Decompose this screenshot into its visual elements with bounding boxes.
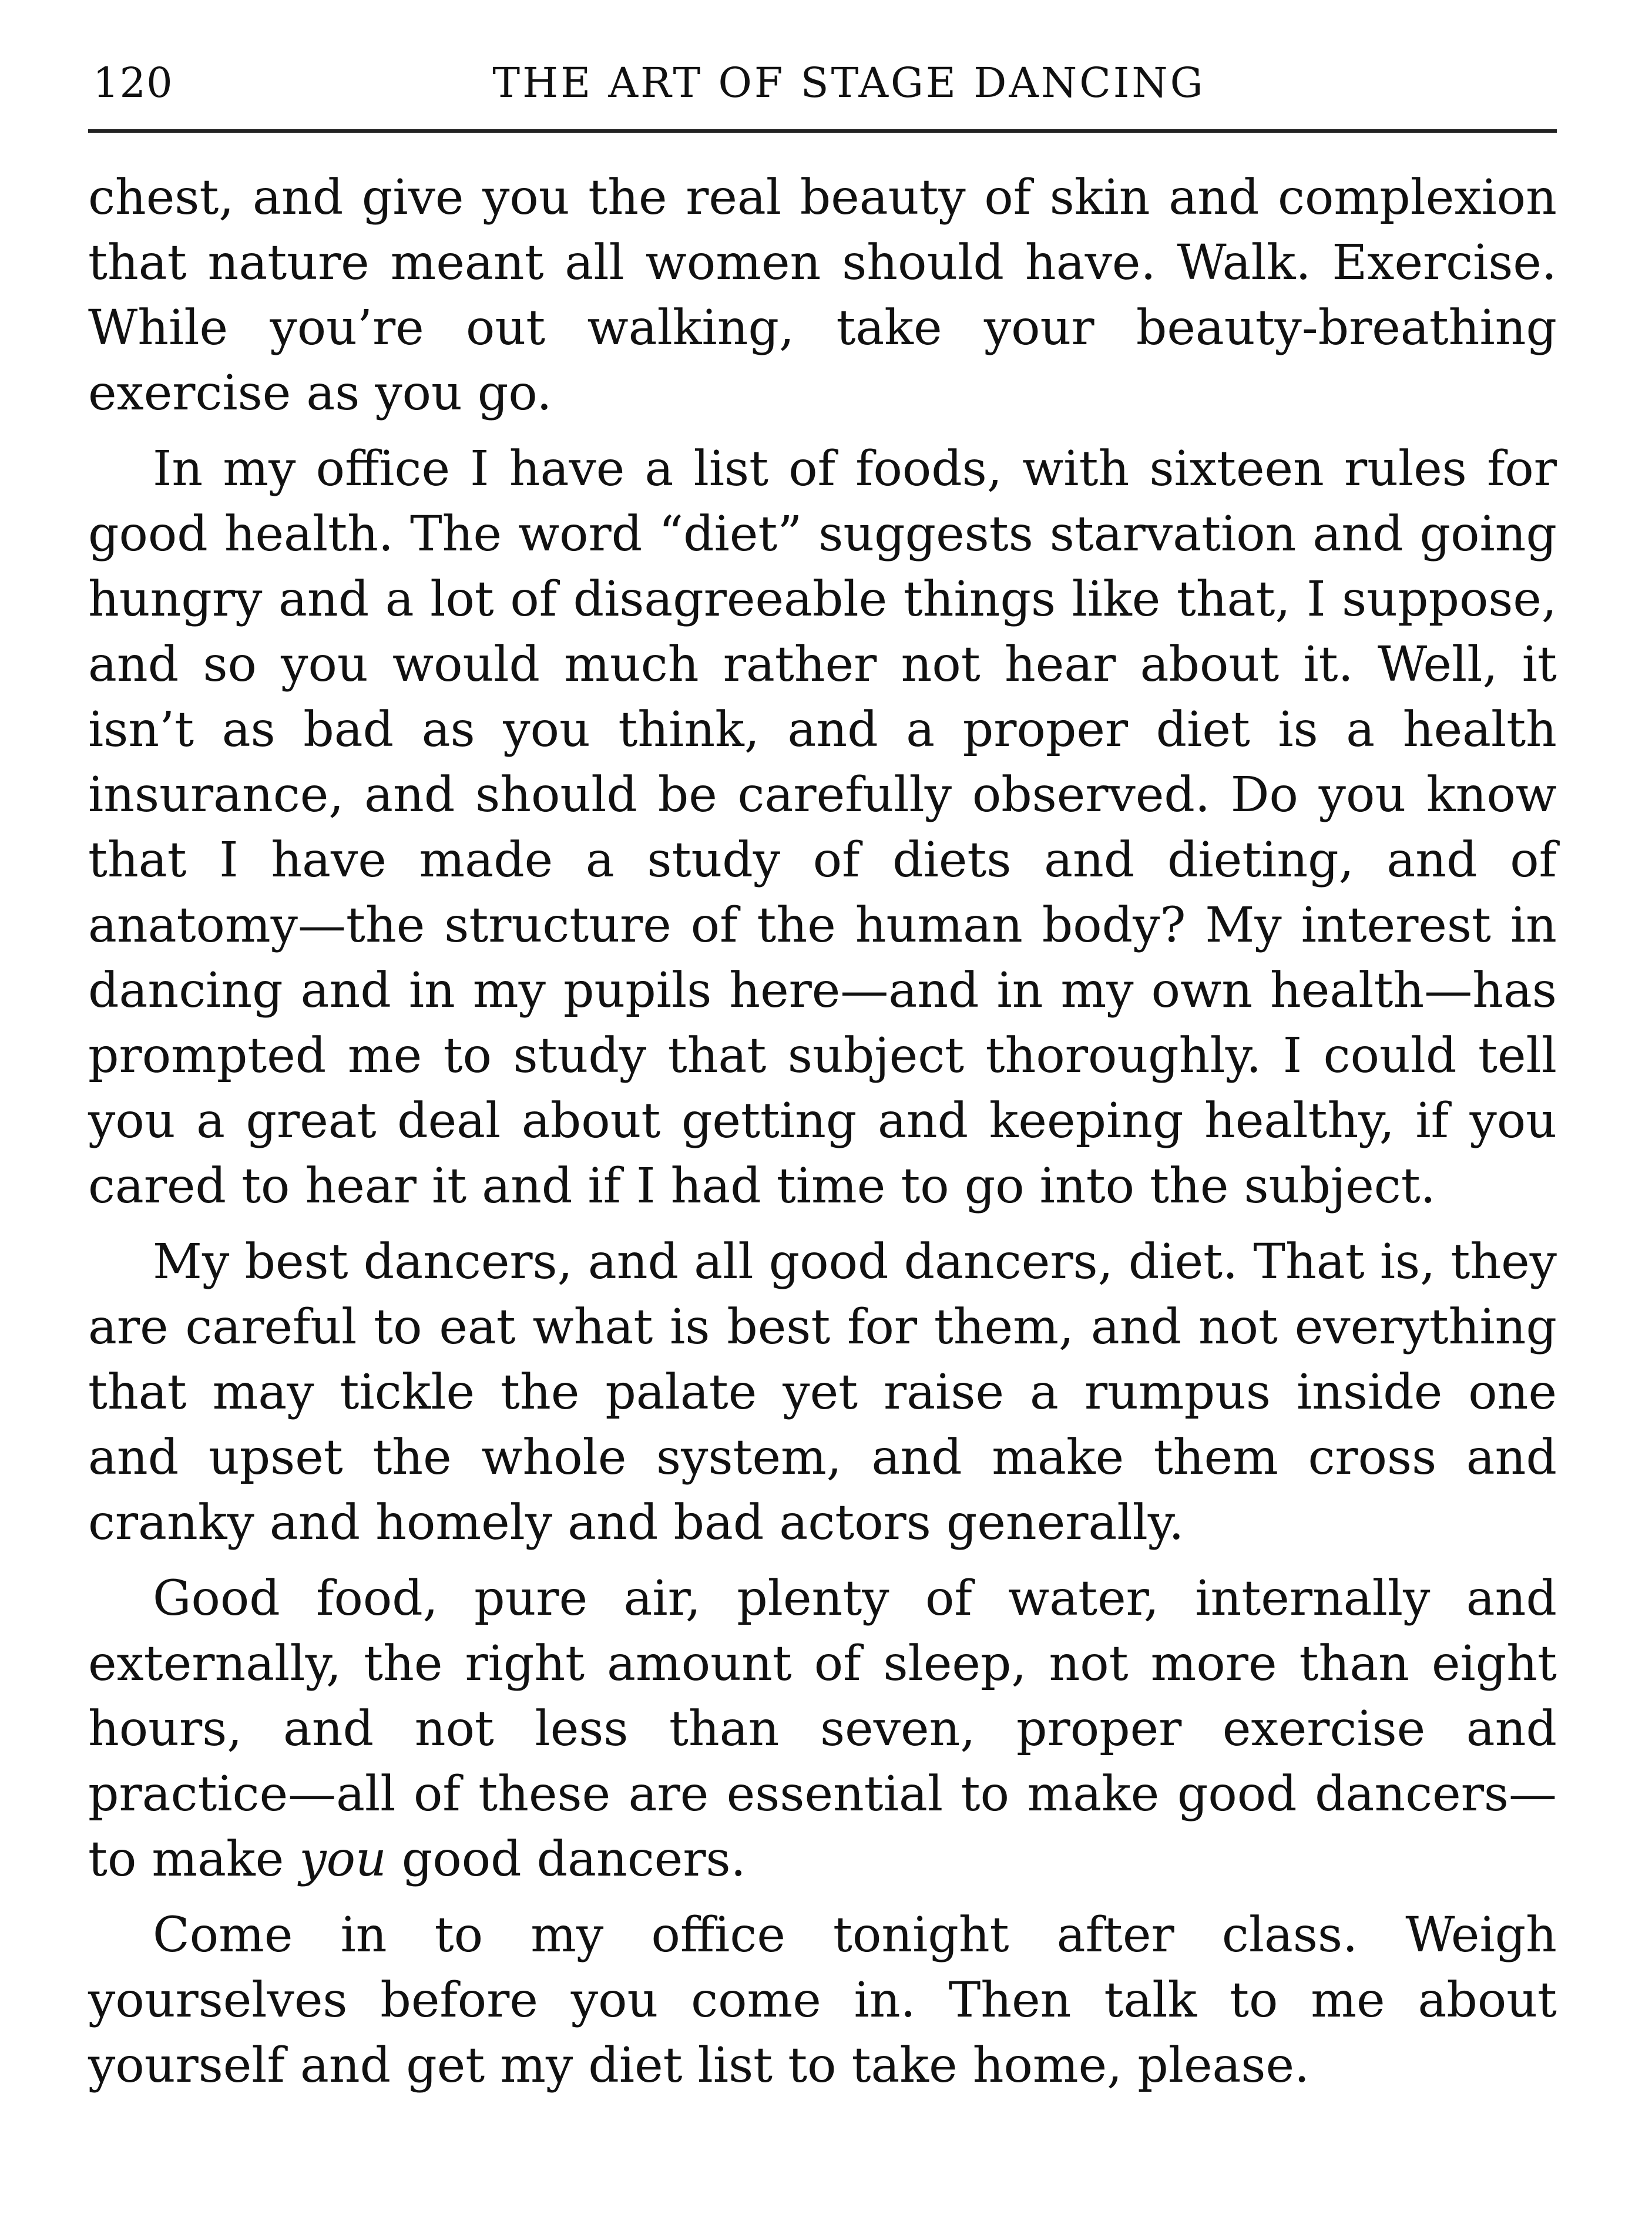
paragraph-good-food [88, 1566, 1557, 1892]
page-number: 120 [93, 59, 173, 107]
paragraph-diet-list: In my office I have a list of foods, with sixteen rules for good health. The word “diet” suggests starvation and going hungry and a lot of disagreeable things like that, I suppose, and so you would much rather not hear about it. Well, it isn’t as bad as you think, and a proper diet is a health insurance, and should be carefully observed. Do you know that I have made a study of diets and dieting, and of anatomy—the structure of the human body? My interest in dancing and in my pupils here—and in my own health—has prompted me to study that subject thoroughly. I could tell you a great deal about getting and keeping healthy, if you cared to hear it and if I had time to go into the subject. [88, 441, 1557, 1214]
paragraph-continued: chest, and give you the real beauty of skin and complexion that nature meant all women should have. Walk. Exercise. While you’re out walking, take your beauty-breathing exercise as you go. [88, 170, 1557, 421]
running-head [88, 41, 1557, 133]
body-text [88, 165, 1557, 2098]
paragraph-good-food-end: good dancers. [386, 1832, 746, 1887]
emphasized-you: you [299, 1832, 387, 1887]
running-title: THE ART OF STAGE DANCING [492, 59, 1206, 107]
paragraph-best-dancers: My best dancers, and all good dancers, diet. That is, they are careful to eat what is best for them, and not everything that may tickle the palate yet raise a rumpus inside one and upset the whole system, and make them cross and cranky and homely and bad actors generally. [88, 1234, 1557, 1551]
paragraph-office-tonight: Come in to my office tonight after class. Weigh yourselves before you come in. Then talk to me about yourself and get my diet list to take home, please. [88, 1907, 1557, 2093]
paragraph-good-food-text: Good food, pure air, plenty of water, internally and externally, the right amount of sleep, not more than eight hours, and not less than seven, proper exercise and practice—all of these are essential to make good dancers—to make [88, 1571, 1557, 1887]
book-page [88, 41, 1557, 2197]
